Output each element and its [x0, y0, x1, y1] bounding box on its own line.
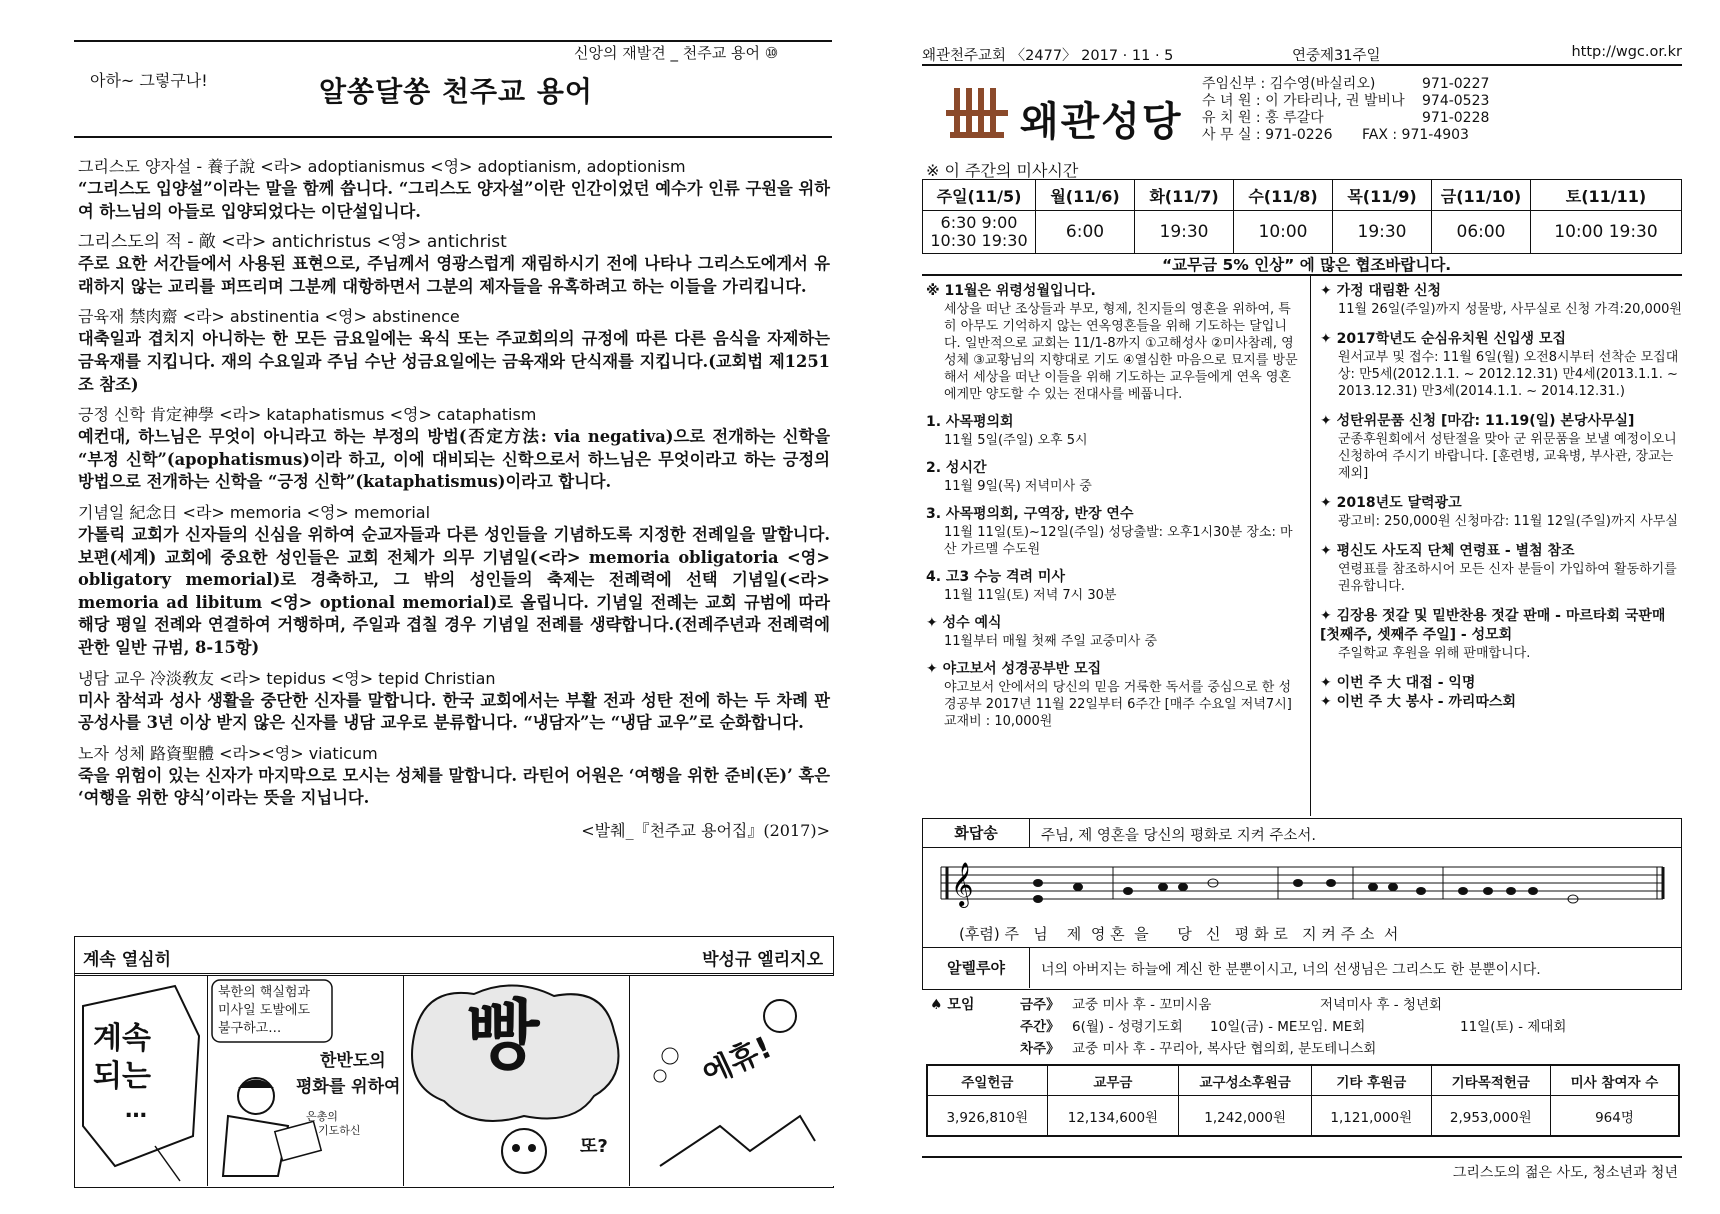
mass-time: 19:30 — [1333, 211, 1432, 254]
term-entry — [78, 156, 830, 223]
comic-strip — [74, 936, 834, 1188]
source-note: <발췌_『천주교 용어집』(2017)> — [581, 820, 830, 840]
mass-time: 6:30 9:00 — [940, 213, 1018, 232]
panel1-text-2: 되는 — [93, 1059, 151, 1094]
contact-phone: 971-0227 — [1422, 76, 1490, 92]
mass-schedule-table — [922, 179, 1682, 254]
mass-time: 10:30 19:30 — [930, 231, 1028, 250]
panel1-text-3: … — [125, 1098, 147, 1123]
offering-value: 3,926,810원 — [927, 1096, 1047, 1137]
offering-header: 미사 참여자 수 — [1550, 1065, 1679, 1096]
notice-title: 4. 고3 수능 격려 미사 — [926, 569, 1065, 585]
mass-time: 06:00 — [1432, 211, 1531, 254]
mass-time-sunday — [923, 211, 1036, 254]
notice-item — [926, 568, 1302, 604]
alleluia-label: 알렐루야 — [923, 948, 1030, 988]
notice-title: ✦ 2018년도 달력광고 — [1320, 495, 1462, 511]
meeting-row — [1020, 1038, 1680, 1060]
mass-day: 월(11/6) — [1036, 180, 1135, 211]
contact-row — [1202, 93, 1672, 110]
alleluia-text: 너의 아버지는 하늘에 계신 한 분뿐이시고, 너의 선생님은 그리스도 한 분뿐이시다. — [1041, 962, 1541, 978]
notice-body: 11월 11일(토) 저녁 7시 30분 — [944, 588, 1117, 603]
notice-item — [1320, 282, 1682, 318]
mass-day: 목(11/9) — [1333, 180, 1432, 211]
contact-row — [1202, 110, 1672, 127]
notice-title: ✦ 성수 예식 — [926, 615, 1002, 631]
notice-body: 야고보서 안에서의 당신의 믿음 거룩한 독서를 중심으로 한 성경공부 2017년 11월 22일부터 6주간 [매주 수요일 저녁7시] 교재비 : 10,000원 — [944, 680, 1292, 729]
term-body: 미사 참석과 성사 생활을 중단한 신자를 말합니다. 한국 교회에서는 부활 전과 성탄 전에 하는 두 차례 판공성사를 3년 이상 받지 않은 신자를 냉담 교우로 분류합니다. “냉담자”는 “냉담 교우”로 순화합니다. — [78, 690, 830, 733]
psalm-text: 주님, 제 영혼을 당신의 평화로 지켜 주소서. — [1041, 828, 1316, 844]
panel2-small-1: 은총의 — [306, 1110, 338, 1123]
church-name-logo: 왜관성당 — [1020, 99, 1183, 145]
notice-item — [926, 459, 1302, 495]
offering-header: 교무금 — [1047, 1065, 1179, 1096]
contact-row — [1202, 127, 1672, 144]
term-heading: 노자 성체 路資聖體 <라><영> viaticum — [78, 743, 378, 763]
contact-row — [1202, 76, 1672, 93]
notice-item — [1320, 674, 1682, 693]
bulletin-issue: 왜관천주교회 〈2477〉 2017 · 11 · 5 — [922, 48, 1174, 64]
panel2-balloon-3: 불구하고… — [218, 1021, 282, 1036]
meeting-value: 11일(토) - 제대회 — [1460, 1019, 1567, 1035]
mass-time: 19:30 — [1135, 211, 1234, 254]
mass-day: 화(11/7) — [1135, 180, 1234, 211]
footer-motto: 그리스도의 젊은 사도, 청소년과 청년 — [1452, 1165, 1678, 1181]
page-title: 알쏭달쏭 천주교 용어 — [319, 75, 593, 108]
notice-title: ✦ 2017학년도 순심유치원 신입생 모집 — [1320, 331, 1567, 347]
term-entry — [78, 502, 830, 660]
term-entry — [78, 743, 830, 810]
notice-body: 광고비: 250,000원 신청마감: 11월 12일(주일)까지 사무실 — [1338, 514, 1678, 529]
appeal-text: “교무금 5% 인상” 에 많은 협조바랍니다. — [1162, 256, 1452, 274]
notice-title: ✦ 평신도 사도직 단체 연령표 - 별첨 참조 — [1320, 543, 1575, 559]
offering-value: 12,134,600원 — [1047, 1096, 1179, 1137]
comic-panel-3 — [403, 975, 631, 1186]
term-heading: 기념일 紀念日 <라> memoria <영> memorial — [78, 502, 431, 522]
offering-header: 기타 후원금 — [1312, 1065, 1431, 1096]
notice-title: ✦ 이번 주 大 대접 - 익명 — [1320, 675, 1476, 691]
term-body: “그리스도 입양설”이라는 말을 함께 씁니다. “그리스도 양자설”이란 인간이었던 예수가 인류 구원을 위하여 하느님의 아들로 입양되었다는 이단설입니다. — [78, 179, 830, 221]
meeting-key: 금주》 — [1020, 997, 1060, 1013]
mass-day: 토(11/11) — [1531, 180, 1682, 211]
term-body: 대축일과 겹치지 아니하는 한 모든 금요일에는 육식 또는 주교회의의 규정에 따른 다른 음식을 자제하는 금육재를 지킵니다. 재의 수요일과 주님 수난 성금요일에는 금육재와 단식재를 지킵니다.(교회법 제1251조 참조) — [78, 329, 830, 394]
term-body: 가톨릭 교회가 신자들의 신심을 위하여 순교자들과 다른 성인들을 기념하도록 지정한 전례일을 말합니다. 보편(세계) 교회에 중요한 성인들은 교회 전체가 의무 기념일(<라> memoria obligatoria <영> obligatory memorial)로 경축하고, 그 밖의 성인들의 축제는 전례력에 선택 기념일(<라> memoria ad libitum <영> optional memorial)로 올립니다. 기념일 전례는 교회 규범에 따라 해당 평일 전례와 연결하여 거행하며, 주일과 겹칠 경우 기념일 전례를 생략합니다.(전례주년과 전례력에 관한 일반 규범, 8-15항) — [78, 524, 830, 657]
meeting-key: 주간》 — [1020, 1019, 1060, 1035]
offering-header: 기타목적헌금 — [1431, 1065, 1550, 1096]
notice-item — [926, 282, 1302, 403]
liturgical-day: 연중제31주일 — [1292, 48, 1381, 64]
notice-item — [1320, 693, 1682, 712]
terms-list — [78, 156, 830, 841]
notice-item — [1320, 412, 1682, 482]
offering-value: 2,953,000원 — [1431, 1096, 1550, 1137]
mass-day: 수(11/8) — [1234, 180, 1333, 211]
notice-item — [1320, 542, 1682, 595]
notice-title: ✦ 가정 대림환 신청 — [1320, 283, 1442, 299]
notice-item — [926, 413, 1302, 449]
term-entry — [78, 404, 830, 494]
contact-phone: FAX : 971-4903 — [1362, 127, 1469, 143]
term-body: 죽을 위험이 있는 신자가 마지막으로 모시는 성체를 말합니다. 라틴어 어원은 ‘여행을 위한 준비(돈)’ 혹은 ‘여행을 위한 양식’이라는 뜻을 지닙니다. — [78, 765, 830, 808]
notice-body: 11월 5일(주일) 오후 5시 — [944, 433, 1088, 448]
church-logo-icon — [946, 82, 1012, 146]
psalm-lyrics: (후렴) 주 님 제 영 혼 을 당 신 평 화 로 지 켜 주 소 서 — [959, 925, 1399, 943]
term-entry — [78, 668, 830, 735]
panel2-text-2: 평화를 위하여 — [296, 1077, 401, 1097]
comic-author: 박성규 엘리지오 — [702, 950, 823, 970]
contact-phone: 971-0228 — [1422, 110, 1490, 126]
contact-label: 유 치 원 : 홍 루갈다 — [1202, 110, 1324, 126]
notice-title: ✦ 야고보서 성경공부반 모집 — [926, 661, 1102, 677]
psalm-label: 화답송 — [923, 819, 1030, 848]
left-page — [74, 40, 832, 1190]
contact-phone: 974-0523 — [1422, 93, 1490, 109]
contact-label: 수 녀 원 : 이 가타리나, 권 발비나 — [1202, 93, 1405, 109]
offering-header: 교구성소후원금 — [1179, 1065, 1312, 1096]
notice-item — [926, 660, 1302, 730]
notice-item — [1320, 607, 1682, 662]
term-heading: 냉담 교우 冷淡敎友 <라> tepidus <영> tepid Christian — [78, 668, 496, 688]
mass-day: 주일(11/5) — [923, 180, 1036, 211]
contacts-block — [1202, 76, 1672, 144]
mass-time: 10:00 — [1234, 211, 1333, 254]
meeting-value: 10일(금) - ME모임. ME회 — [1210, 1019, 1366, 1035]
panel2-balloon-1: 북한의 핵실험과 — [218, 985, 311, 1000]
comic-title: 계속 열심히 — [83, 950, 172, 970]
notice-body: 군종후원회에서 성탄절을 맞아 군 위문품을 보낼 예정이오니 신청하여 주시기 바랍니다. [훈련병, 교육병, 부사관, 장교는 제외] — [1338, 432, 1677, 481]
meeting-value: 6(월) - 성령기도회 — [1072, 1019, 1183, 1035]
psalm-box — [922, 818, 1682, 990]
notice-body: 11월부터 매월 첫째 주일 교중미사 중 — [944, 634, 1158, 649]
kicker: 아하~ 그렇구나! — [90, 71, 208, 90]
panel3-question: 또? — [580, 1136, 608, 1157]
term-heading: 긍정 신학 肯定神學 <라> kataphatismus <영> cataphatism — [78, 405, 537, 425]
right-page — [922, 40, 1682, 1190]
meeting-key: 차주》 — [1020, 1041, 1060, 1057]
offering-value: 964명 — [1550, 1096, 1679, 1137]
meeting-value: 저녁미사 후 - 청년회 — [1320, 997, 1443, 1013]
term-entry — [78, 231, 830, 298]
offering-value: 1,242,000원 — [1179, 1096, 1312, 1137]
term-entry — [78, 306, 830, 396]
mass-schedule-title: ※ 이 주간의 미사시간 — [926, 161, 1079, 180]
notice-title: 3. 사목평의회, 구역장, 반장 연수 — [926, 506, 1134, 522]
contact-label: 주임신부 : 김수영(바실리오) — [1202, 76, 1376, 92]
meetings-label: ♠ 모임 — [930, 997, 975, 1013]
notice-title: ✦ 김장용 젓갈 및 밑반찬용 젓갈 판매 - 마르타회 국판매 [첫째주, 셋째주 주일] - 성모회 — [1320, 608, 1666, 643]
term-body: 예컨대, 하느님은 무엇이 아니라고 하는 부정의 방법(否定方法: via negativa)으로 전개하는 신학을 “부정 신학”(apophatismus)이라 하고, 이에 대비되는 신학으로서 하느님은 무엇이라고 하는 긍정의 방법으로 전개하는 신학을 “긍정 신학”(kataphatismus)이라고 합니다. — [78, 427, 830, 492]
term-heading: 그리스도의 적 - 敵 <라> antichristus <영> antichrist — [78, 232, 507, 253]
panel2-small-2: 기도하신 — [318, 1124, 361, 1137]
notice-title: ✦ 성탄위문품 신청 [마감: 11.19(일) 본당사무실] — [1320, 413, 1635, 429]
contact-label: 사 무 실 : 971-0226 — [1202, 127, 1333, 143]
comic-panel-2 — [207, 975, 405, 1186]
meeting-value: 교중 미사 후 - 꾸리아, 복사단 협의회, 분도테니스회 — [1072, 1041, 1377, 1057]
notices-left — [926, 282, 1302, 740]
meetings-list — [1020, 994, 1680, 1060]
notice-body: 11월 26일(주일)까지 성물방, 사무실로 신청 가격:20,000원 — [1338, 302, 1682, 317]
offering-table — [926, 1064, 1680, 1137]
mass-time: 10:00 19:30 — [1531, 211, 1682, 254]
panel3-bang: 빵 — [466, 991, 540, 1080]
comic-panel-1 — [75, 975, 208, 1186]
notice-body: 원서교부 및 접수: 11월 6일(월) 오전8시부터 선착순 모집대상: 만5세(2012.1.1. ~ 2012.12.31) 만4세(2013.1.1. ~ 2013.12.31) 만3세(2014.1.1. ~ 2014.12.31.) — [1338, 350, 1679, 399]
series-label: 신앙의 재발견 _ 천주교 용어 ⑩ — [574, 44, 779, 62]
offering-value: 1,121,000원 — [1312, 1096, 1431, 1137]
term-body: 주로 요한 서간들에서 사용된 표현으로, 주님께서 영광스럽게 재림하시기 전에 나타나 그리스도에게서 유래하지 않는 교리를 퍼뜨리며 그분께 대항하면서 그분의 제자들을 유혹하려고 하는 이들을 가리킵니다. — [78, 254, 830, 296]
website-link[interactable]: http://wgc.or.kr — [1571, 44, 1682, 60]
panel4-text: 에휴! — [697, 1030, 778, 1093]
notice-item — [1320, 330, 1682, 400]
notice-item — [926, 505, 1302, 558]
notice-body: 세상을 떠난 조상들과 부모, 형제, 친지들의 영혼을 위하여, 특히 아무도 기억하지 않는 연옥영혼들을 위해 기도하는 달입니다. 일반적으로 교회는 11/1-8까지 ①고해성사 ②미사참례, 영성체 ③교황님의 지향대로 기도 ④열심한 마음으로 묘지를 방문해서 세상을 떠난 이들을 위해 기도하는 교우들에게 연옥 영혼에게만 양도할 수 있는 전대사를 베풉니다. — [944, 302, 1298, 402]
panel2-text-1: 한반도의 — [320, 1051, 386, 1071]
notice-title: 1. 사목평의회 — [926, 414, 1014, 430]
notice-body: 11월 11일(토)~12일(주일) 성당출발: 오후1시30분 장소: 마산 가르멜 수도원 — [944, 525, 1293, 557]
notice-body: 연령표를 참조하시어 모든 신자 분들이 가입하여 활동하기를 권유합니다. — [1338, 562, 1677, 594]
meeting-value: 교중 미사 후 - 꼬미시움 — [1072, 997, 1212, 1013]
panel1-text-1: 계속 — [93, 1021, 151, 1056]
term-heading: 금육재 禁肉齋 <라> abstinentia <영> abstinence — [78, 307, 460, 327]
notice-title: ※ 11월은 위령성월입니다. — [926, 283, 1096, 299]
panel2-balloon-2: 미사일 도발에도 — [218, 1003, 311, 1018]
notice-body: 주일학교 후원을 위해 판매합니다. — [1338, 646, 1531, 661]
term-heading: 그리스도 양자설 - 養子說 <라> adoptianismus <영> adoptianism, adoptionism — [78, 157, 686, 176]
notice-title: ✦ 이번 주 大 봉사 - 까리따스회 — [1320, 694, 1517, 710]
mass-time: 6:00 — [1036, 211, 1135, 254]
offering-header: 주일헌금 — [927, 1065, 1047, 1096]
notice-item — [1320, 494, 1682, 530]
meeting-row — [1020, 994, 1680, 1016]
svg-text:𝄞: 𝄞 — [951, 862, 974, 906]
comic-panel-4 — [629, 975, 834, 1186]
music-staff-icon — [933, 853, 1673, 923]
notices-right — [1320, 282, 1682, 712]
notice-title: 2. 성시간 — [926, 460, 987, 476]
notice-body: 11월 9일(목) 저녁미사 중 — [944, 479, 1092, 494]
mass-day: 금(11/10) — [1432, 180, 1531, 211]
notice-item — [926, 614, 1302, 650]
meeting-row — [1020, 1016, 1680, 1038]
